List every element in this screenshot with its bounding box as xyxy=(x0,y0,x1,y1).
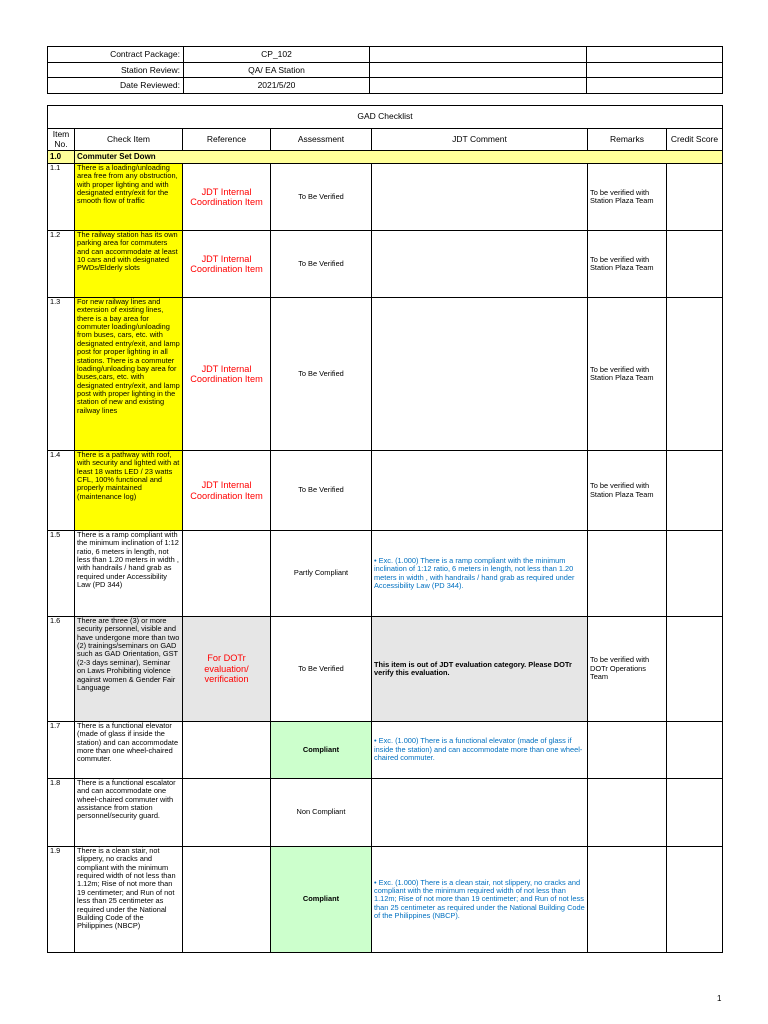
header-info-table xyxy=(47,46,723,94)
jdt-comment: • Exc. (1.000) There is a ramp compliant with the minimum inclination of 1:12 ratio, 6 meters in length, not less than 1.20 meters in width , with handrails / hand grab as required under Accessibility Law (PD 344). xyxy=(372,531,588,617)
table-row xyxy=(48,164,723,231)
section-title: Commuter Set Down xyxy=(75,151,723,164)
check-item: There is a functional elevator (made of glass if inside the station) and can accommodate more than one wheel-chaired commuter. xyxy=(75,722,183,779)
check-item: There is a functional escalator and can accommodate one wheel-chaired commuter with assistance from station personnel/security guard. xyxy=(75,779,183,847)
credit-score xyxy=(667,231,723,298)
table-row xyxy=(48,298,723,451)
check-item: There is a pathway with roof, with security and lighted with at least 18 watts LED / 23 watts CFL, 100% functional and properly maintained (maintenance log) xyxy=(75,451,183,531)
check-item: There is a clean stair, not slippery, no cracks and compliant with the minimum required width of not less than 1.12m; Rise of not more than 19 centimeter; and Run of not less than 25 centimeter as required under the National Building Code of the Philippines (NBCP) xyxy=(75,847,183,953)
jdt-comment xyxy=(372,779,588,847)
item-no: 1.1 xyxy=(48,164,75,231)
gad-checklist-table xyxy=(47,105,723,953)
assessment: To Be Verified xyxy=(271,164,372,231)
jdt-comment: • Exc. (1.000) There is a functional elevator (made of glass if inside the station) and can accommodate more than one wheel-chaired commuter. xyxy=(372,722,588,779)
item-no: 1.7 xyxy=(48,722,75,779)
assessment: Partly Compliant xyxy=(271,531,372,617)
reference: JDT Internal Coordination Item xyxy=(183,231,271,298)
credit-score xyxy=(667,164,723,231)
table-row xyxy=(48,847,723,953)
remarks xyxy=(588,722,667,779)
item-no: 1.9 xyxy=(48,847,75,953)
credit-score xyxy=(667,451,723,531)
checklist-title: GAD Checklist xyxy=(48,106,723,129)
table-row xyxy=(48,779,723,847)
check-item: The railway station has its own parking area for commuters and can accommodate at least 10 cars and with designated PWDs/Elderly slots xyxy=(75,231,183,298)
blank-cell xyxy=(587,78,723,94)
remarks xyxy=(588,847,667,953)
check-item: There is a loading/unloading area free from any obstruction, with proper lighting and with designated entry/exit for the smooth flow of traffic xyxy=(75,164,183,231)
section-row xyxy=(48,151,723,164)
credit-score xyxy=(667,847,723,953)
station-label: Station Review: xyxy=(48,62,184,78)
jdt-comment xyxy=(372,164,588,231)
date-label: Date Reviewed: xyxy=(48,78,184,94)
check-item: There is a ramp compliant with the minimum inclination of 1:12 ratio, 6 meters in length, not less than 1.20 meters in width , with handrails / hand grab as required under Accessibility Law (PD 344) xyxy=(75,531,183,617)
credit-score xyxy=(667,617,723,722)
credit-score xyxy=(667,531,723,617)
jdt-comment xyxy=(372,451,588,531)
jdt-comment xyxy=(372,231,588,298)
credit-score xyxy=(667,779,723,847)
checklist-title-row xyxy=(48,106,723,129)
date-row xyxy=(48,78,723,94)
jdt-comment: This item is out of JDT evaluation category. Please DOTr verify this evaluation. xyxy=(372,617,588,722)
reference xyxy=(183,722,271,779)
remarks xyxy=(588,779,667,847)
contract-row xyxy=(48,47,723,63)
item-no: 1.3 xyxy=(48,298,75,451)
reference: JDT Internal Coordination Item xyxy=(183,164,271,231)
table-row xyxy=(48,231,723,298)
col-credit-score: Credit Score xyxy=(667,129,723,151)
item-no: 1.8 xyxy=(48,779,75,847)
blank-cell xyxy=(370,78,587,94)
assessment: To Be Verified xyxy=(271,617,372,722)
table-row xyxy=(48,451,723,531)
remarks: To be verified with Station Plaza Team xyxy=(588,298,667,451)
table-row xyxy=(48,617,723,722)
section-number: 1.0 xyxy=(48,151,75,164)
item-no: 1.4 xyxy=(48,451,75,531)
reference: JDT Internal Coordination Item xyxy=(183,298,271,451)
col-reference: Reference xyxy=(183,129,271,151)
item-no: 1.6 xyxy=(48,617,75,722)
table-row xyxy=(48,722,723,779)
col-assessment: Assessment xyxy=(271,129,372,151)
col-check-item: Check Item xyxy=(75,129,183,151)
item-no: 1.5 xyxy=(48,531,75,617)
assessment: Compliant xyxy=(271,847,372,953)
col-item-no: Item No. xyxy=(48,129,75,151)
blank-cell xyxy=(587,47,723,63)
credit-score xyxy=(667,722,723,779)
remarks: To be verified with Station Plaza Team xyxy=(588,231,667,298)
col-jdt-comment: JDT Comment xyxy=(372,129,588,151)
check-item: For new railway lines and extension of existing lines, there is a bay area for commuter loading/unloading from buses, cars, etc. with designated entry/exit, and lamp post for proper lighting in all stations. There is a commuter loading/unloading bay area for buses,cars, etc. with designated entry/exit, and lamp post with proper lighting in the station of new and existing railway lines xyxy=(75,298,183,451)
table-row xyxy=(48,531,723,617)
reference: For DOTr evaluation/ verification xyxy=(183,617,271,722)
station-value: QA/ EA Station xyxy=(184,62,370,78)
remarks: To be verified with DOTr Operations Team xyxy=(588,617,667,722)
station-row xyxy=(48,62,723,78)
assessment: Non Compliant xyxy=(271,779,372,847)
item-no: 1.2 xyxy=(48,231,75,298)
reference xyxy=(183,779,271,847)
credit-score xyxy=(667,298,723,451)
assessment: To Be Verified xyxy=(271,231,372,298)
jdt-comment xyxy=(372,298,588,451)
blank-cell xyxy=(370,62,587,78)
assessment: Compliant xyxy=(271,722,372,779)
assessment: To Be Verified xyxy=(271,451,372,531)
page-number: 1 xyxy=(717,994,722,1003)
col-remarks: Remarks xyxy=(588,129,667,151)
date-value: 2021/5/20 xyxy=(184,78,370,94)
reference xyxy=(183,847,271,953)
blank-cell xyxy=(587,62,723,78)
blank-cell xyxy=(370,47,587,63)
check-item: There are three (3) or more security personnel, visible and have undergone more than two (2) trainings/seminars on GAD such as GAD Orientation, GST (2-3 days seminar), Seminar on Laws Prohibiting violence against women & Gender Fair Language xyxy=(75,617,183,722)
contract-label: Contract Package: xyxy=(48,47,184,63)
contract-value: CP_102 xyxy=(184,47,370,63)
remarks: To be verified with Station Plaza Team xyxy=(588,451,667,531)
jdt-comment: • Exc. (1.000) There is a clean stair, not slippery, no cracks and compliant with the minimum required width of not less than 1.12m; Rise of not more than 19 centimeter; and Run of not less than 25 centimeter as required under the National Building Code of the Philippines (NBCP). xyxy=(372,847,588,953)
reference: JDT Internal Coordination Item xyxy=(183,451,271,531)
reference xyxy=(183,531,271,617)
remarks: To be verified with Station Plaza Team xyxy=(588,164,667,231)
assessment: To Be Verified xyxy=(271,298,372,451)
remarks xyxy=(588,531,667,617)
column-header-row xyxy=(48,129,723,151)
